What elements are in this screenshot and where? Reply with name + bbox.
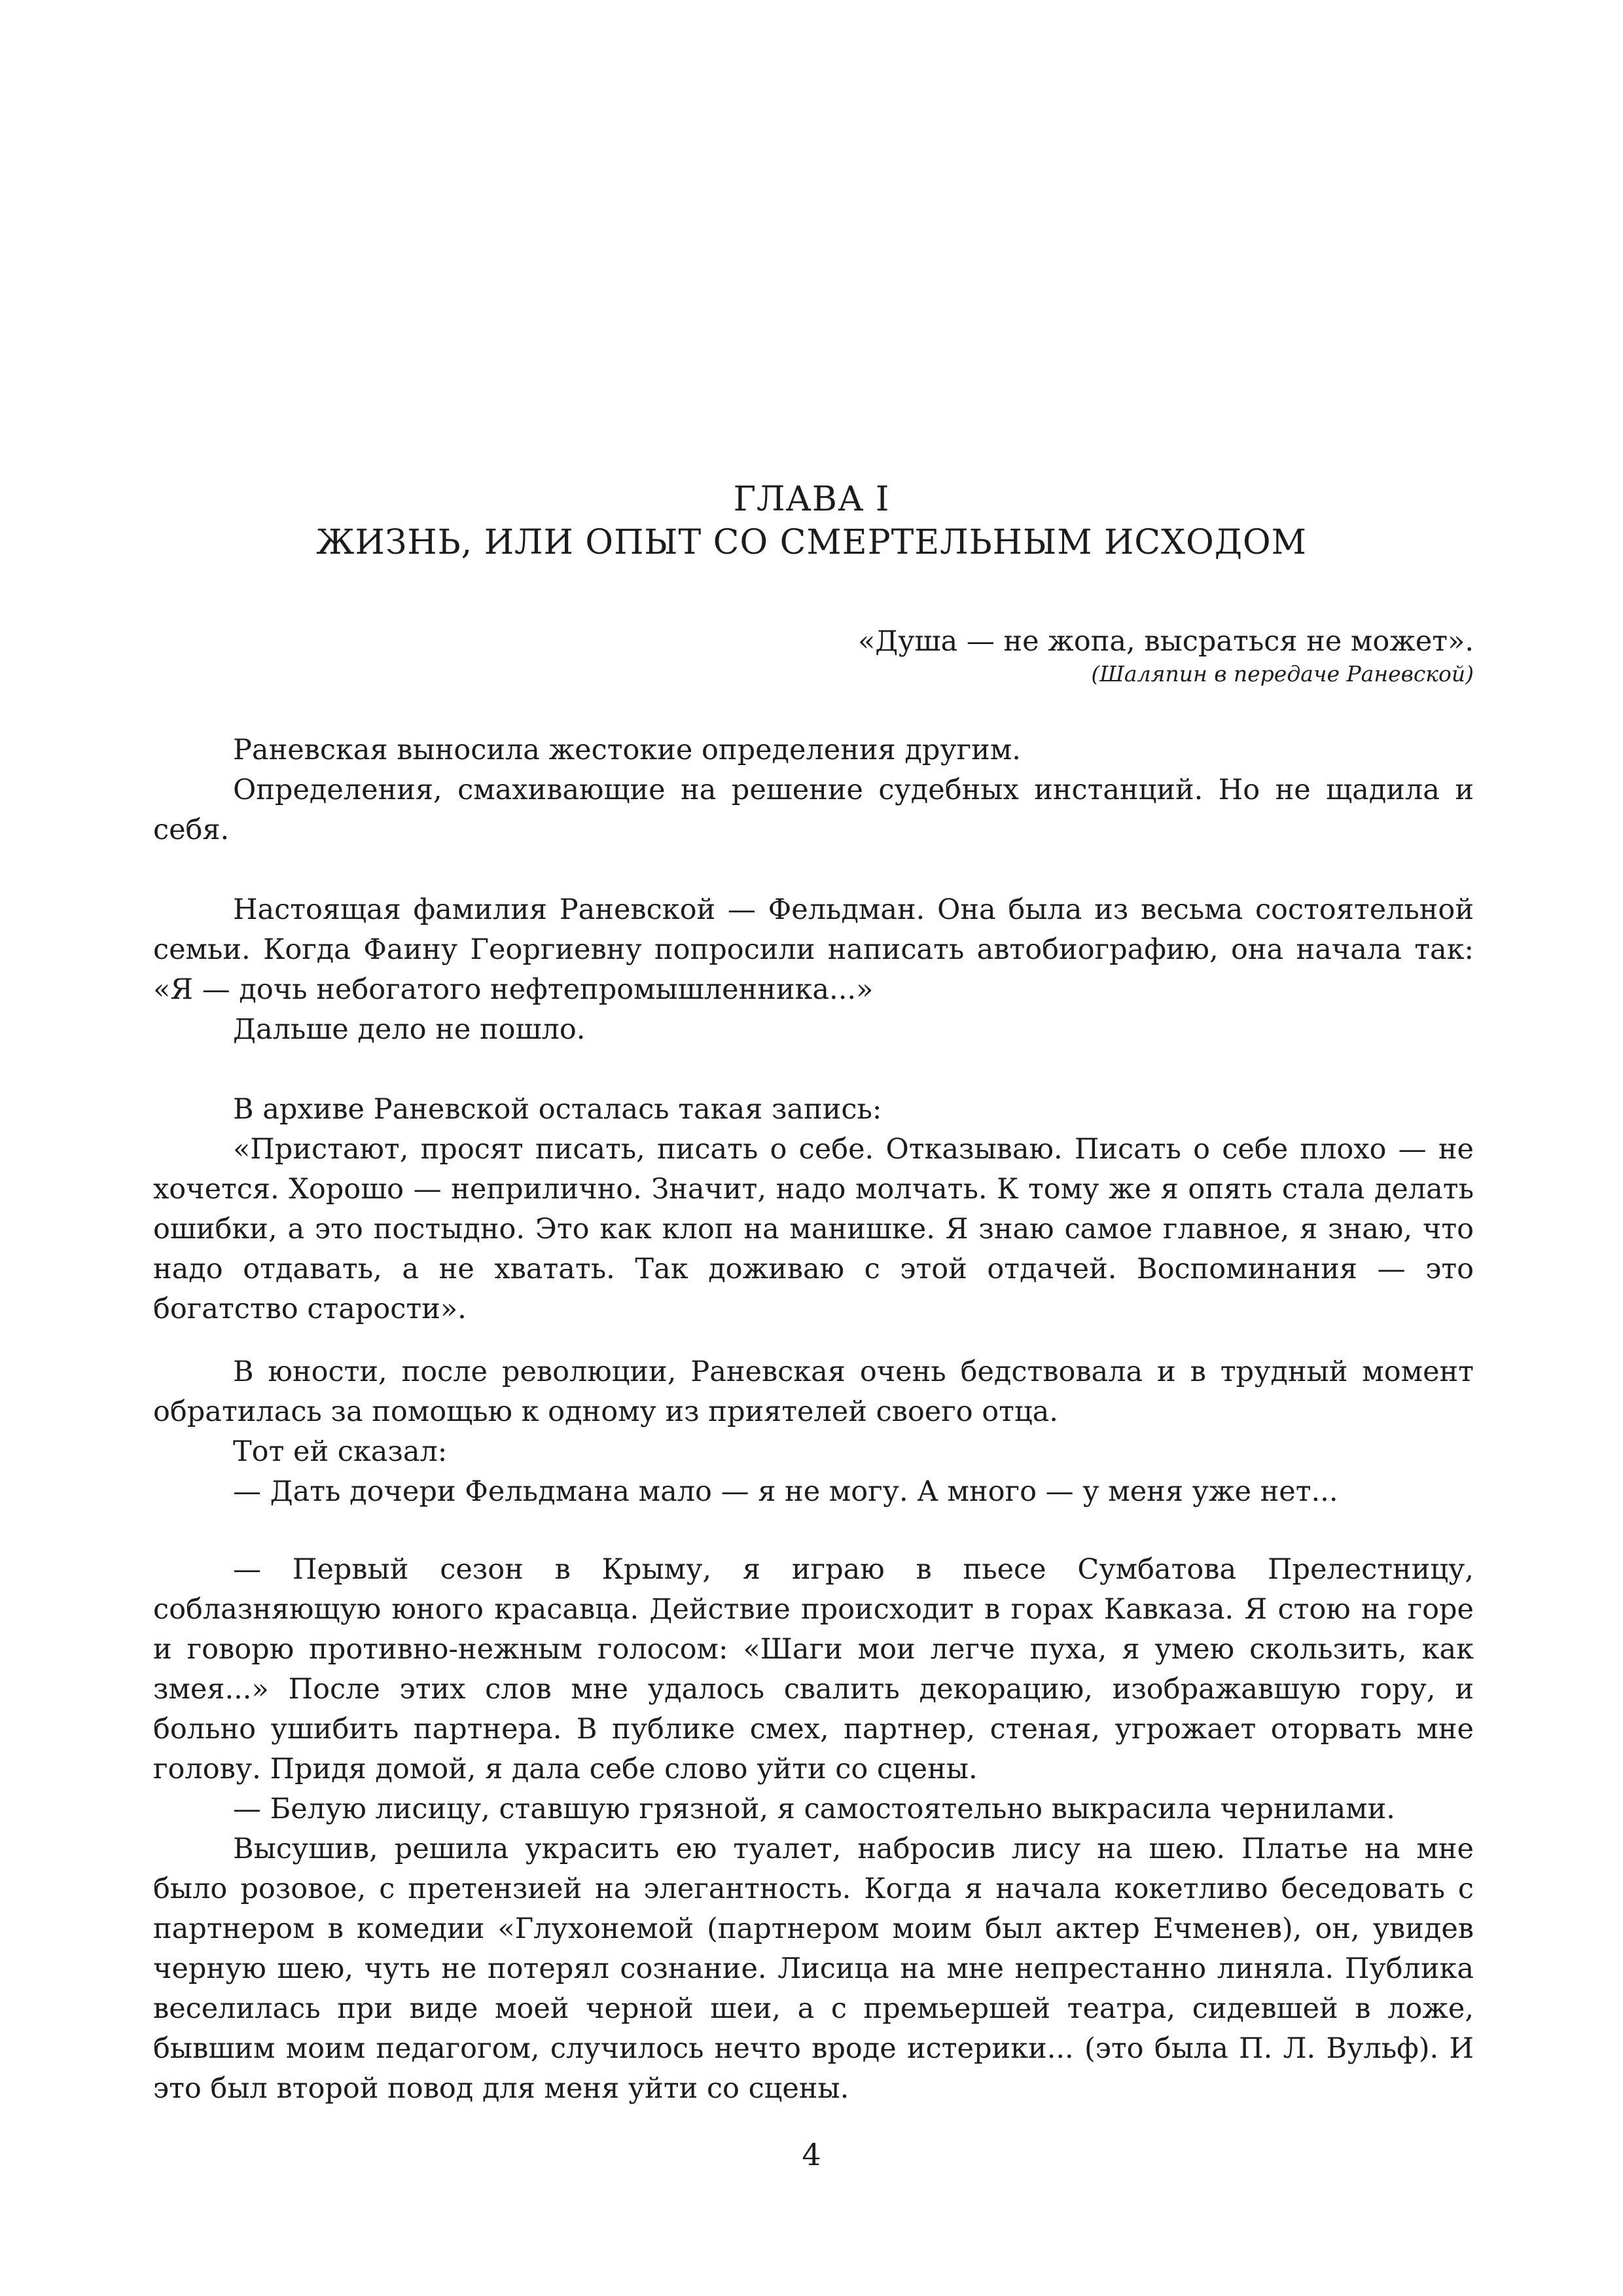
epigraph-quote: «Душа — не жопа, высраться не может».: [857, 625, 1474, 658]
paragraph: — Первый сезон в Крыму, я играю в пьесе Сумбатова Прелестницу, соблазняющую юного красавца. Действие происходит в горах Кавказа. Я стою на горе и говорю противно-нежным голосом: «Шаги мои легче пуха, я умею скользить, как змея...» После этих слов мне удалось свалить декорацию, изображавшую гору, и больно ушибить партнера. В публике смех, партнер, стеная, угрожает оторвать мне голову. Придя домой, я дала себе слово уйти со сцены.: [153, 1553, 1474, 1785]
chapter-title: ГЛАВА I: [733, 480, 890, 519]
page-number: 4: [802, 2137, 821, 2172]
paragraph: — Белую лисицу, ставшую грязной, я самостоятельно выкрасила чернилами.: [233, 1793, 1395, 1825]
paragraph: Определения, смахивающие на решение судебных инстанций. Но не щадила и себя.: [153, 774, 1474, 846]
paragraph: — Дать дочери Фельдмана мало — я не могу. А много — у меня уже нет...: [233, 1475, 1338, 1508]
text-block-intro: [153, 730, 1474, 1329]
paragraph: Высушив, решила украсить ею туалет, набросив лису на шею. Платье на мне было розовое, с претензией на элегантность. Когда я начала кокетливо беседовать с партнером в комедии «Глухонемой (партнером моим был актер Ечменев), он, увидев черную шею, чуть не потерял сознание. Лисица на мне непрестанно линяла. Публика веселилась при виде моей черной шеи, а с премьершей театра, сидевшей в ложе, бывшим моим педагогом, случилось нечто вроде истерики... (это была П. Л. Вульф). И это был второй повод для меня уйти со сцены.: [153, 1833, 1474, 2105]
paragraph: В архиве Раневской осталась такая запись:: [233, 1093, 882, 1126]
epigraph-source: (Шаляпин в передаче Раневской): [1091, 661, 1474, 687]
chapter-subtitle: ЖИЗНЬ, ИЛИ ОПЫТ СО СМЕРТЕЛЬНЫМ ИСХОДОМ: [316, 523, 1307, 562]
text-block-youth: [153, 1352, 1474, 1512]
paragraph: Раневская выносила жестокие определения другим.: [233, 734, 1021, 766]
text-block-crimea: [153, 1550, 1474, 2109]
paragraph-gap: [153, 1050, 1474, 1090]
paragraph: Дальше дело не пошло.: [233, 1013, 586, 1046]
paragraph: «Пристают, просят писать, писать о себе. Отказываю. Писать о себе плохо — не хочется. Хорошо — неприлично. Значит, надо молчать. К тому же я опять стала делать ошибки, а это постыдно. Это как клоп на манишке. Я знаю самое главное, я знаю, что надо отдавать, а не хватать. Так доживаю с этой отдачей. Воспоминания — это богатство старости».: [153, 1133, 1474, 1325]
paragraph: В юности, после революции, Раневская очень бедствовала и в трудный момент обратилась за помощью к одному из приятелей своего отца.: [153, 1355, 1474, 1428]
paragraph-gap: [153, 850, 1474, 890]
paragraph: Настоящая фамилия Раневской — Фельдман. Она была из весьма состоятельной семьи. Когда Фаину Георгиевну попросили написать автобиографию, она начала так: «Я — дочь небогатого нефтепромышленника...»: [153, 893, 1474, 1006]
paragraph: Тот ей сказал:: [233, 1435, 448, 1468]
